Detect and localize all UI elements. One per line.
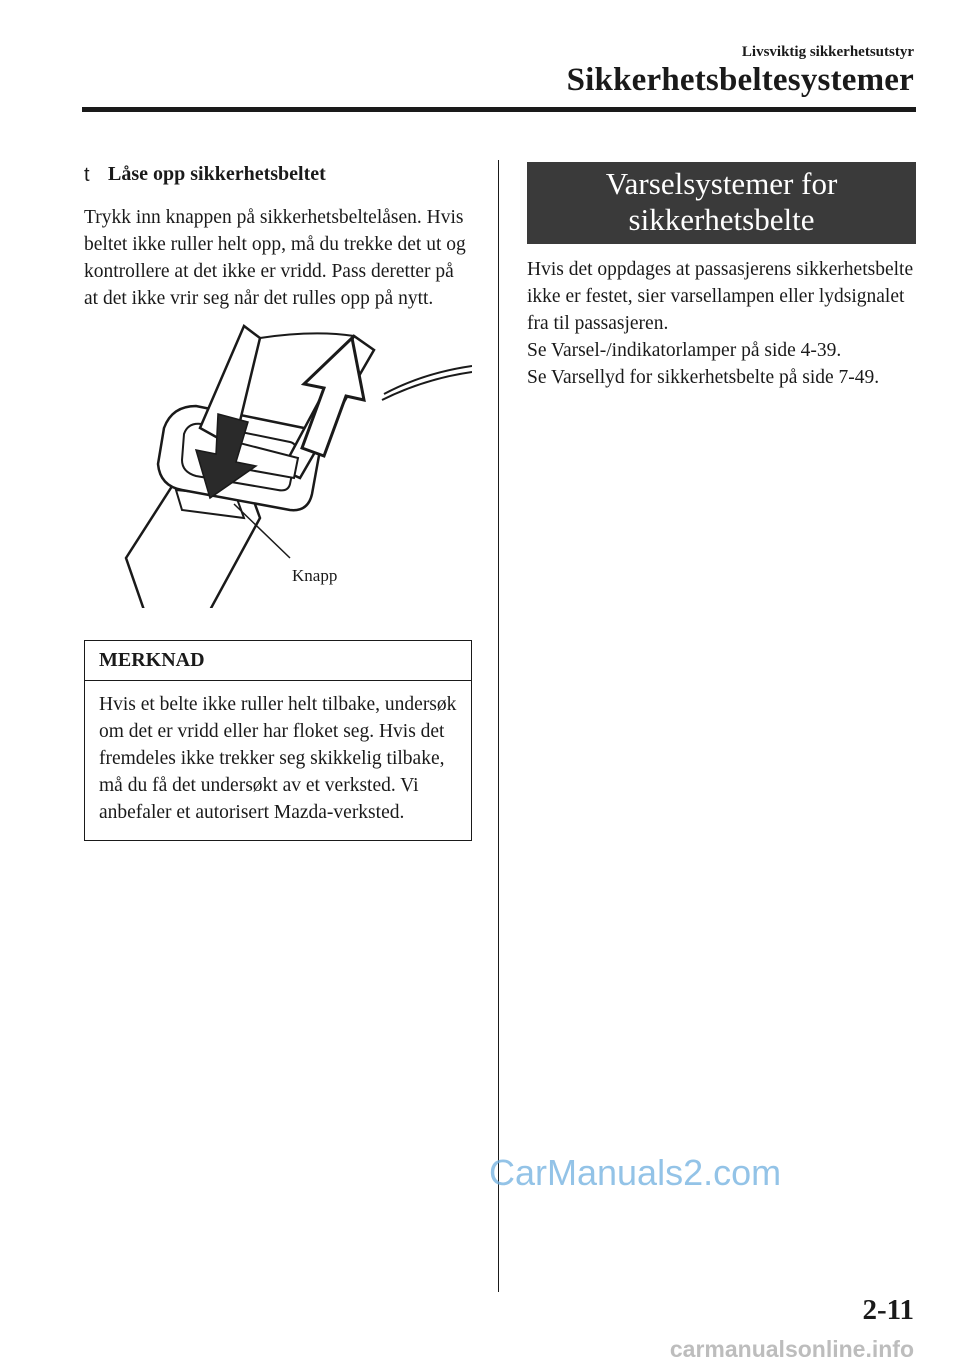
- banner-line-1: Varselsystemer for: [605, 166, 838, 201]
- reference-indicator-lamps: Se Varsel-/indikatorlamper på side 4-39.: [527, 340, 842, 361]
- right-column: [527, 162, 919, 391]
- section-heading: [84, 160, 472, 188]
- retract-arrow-icon: [302, 338, 364, 456]
- section-heading-text: Låse opp sikkerhetsbeltet: [108, 163, 326, 185]
- footer-logo: carmanualsonline.info: [669, 1336, 914, 1362]
- banner-line-2: sikkerhetsbelte: [628, 202, 815, 237]
- page-number: 2-11: [862, 1294, 914, 1326]
- belt-strap-curve: [384, 366, 472, 394]
- column-divider: [498, 160, 499, 1292]
- header-rule: [82, 107, 916, 112]
- bullet-glyph: t: [84, 164, 90, 186]
- note-title: MERKNAD: [85, 641, 471, 681]
- note-box: [84, 640, 472, 841]
- warning-paragraph: Hvis det oppdages at passasjerens sikkerhetsbelte ikke er festet, sier varsellampen eller lydsignalet fra til passasjeren.: [527, 259, 914, 334]
- seatbelt-buckle-illustration: [84, 318, 472, 608]
- note-text: Hvis et belte ikke ruller helt tilbake, undersøk om det er vridd eller har floket seg. Hvis det fremdeles ikke trekker seg skikkelig tilbake, må du få det undersøkt av et verksted. Vi anbefaler et autorisert Mazda-verksted.: [99, 694, 457, 823]
- left-column: [84, 160, 472, 841]
- figure-label-knapp: Knapp: [292, 566, 338, 585]
- section-banner: [527, 162, 916, 244]
- page-title: Sikkerhetsbeltesystemer: [566, 62, 914, 98]
- chapter-label: Livsviktig sikkerhetsutstyr: [741, 44, 914, 60]
- reference-warning-sound: Se Varsellyd for sikkerhetsbelte på side 7-49.: [527, 367, 880, 388]
- unlock-instructions: Trykk inn knappen på sikkerhetsbeltelåsen. Hvis beltet ikke ruller helt opp, må du trekke det ut og kontrollere at det ikke er vridd. Pass deretter på at det ikke vrir seg når det rulles opp på nytt.: [84, 207, 466, 309]
- watermark: CarManuals2.com: [489, 1152, 782, 1193]
